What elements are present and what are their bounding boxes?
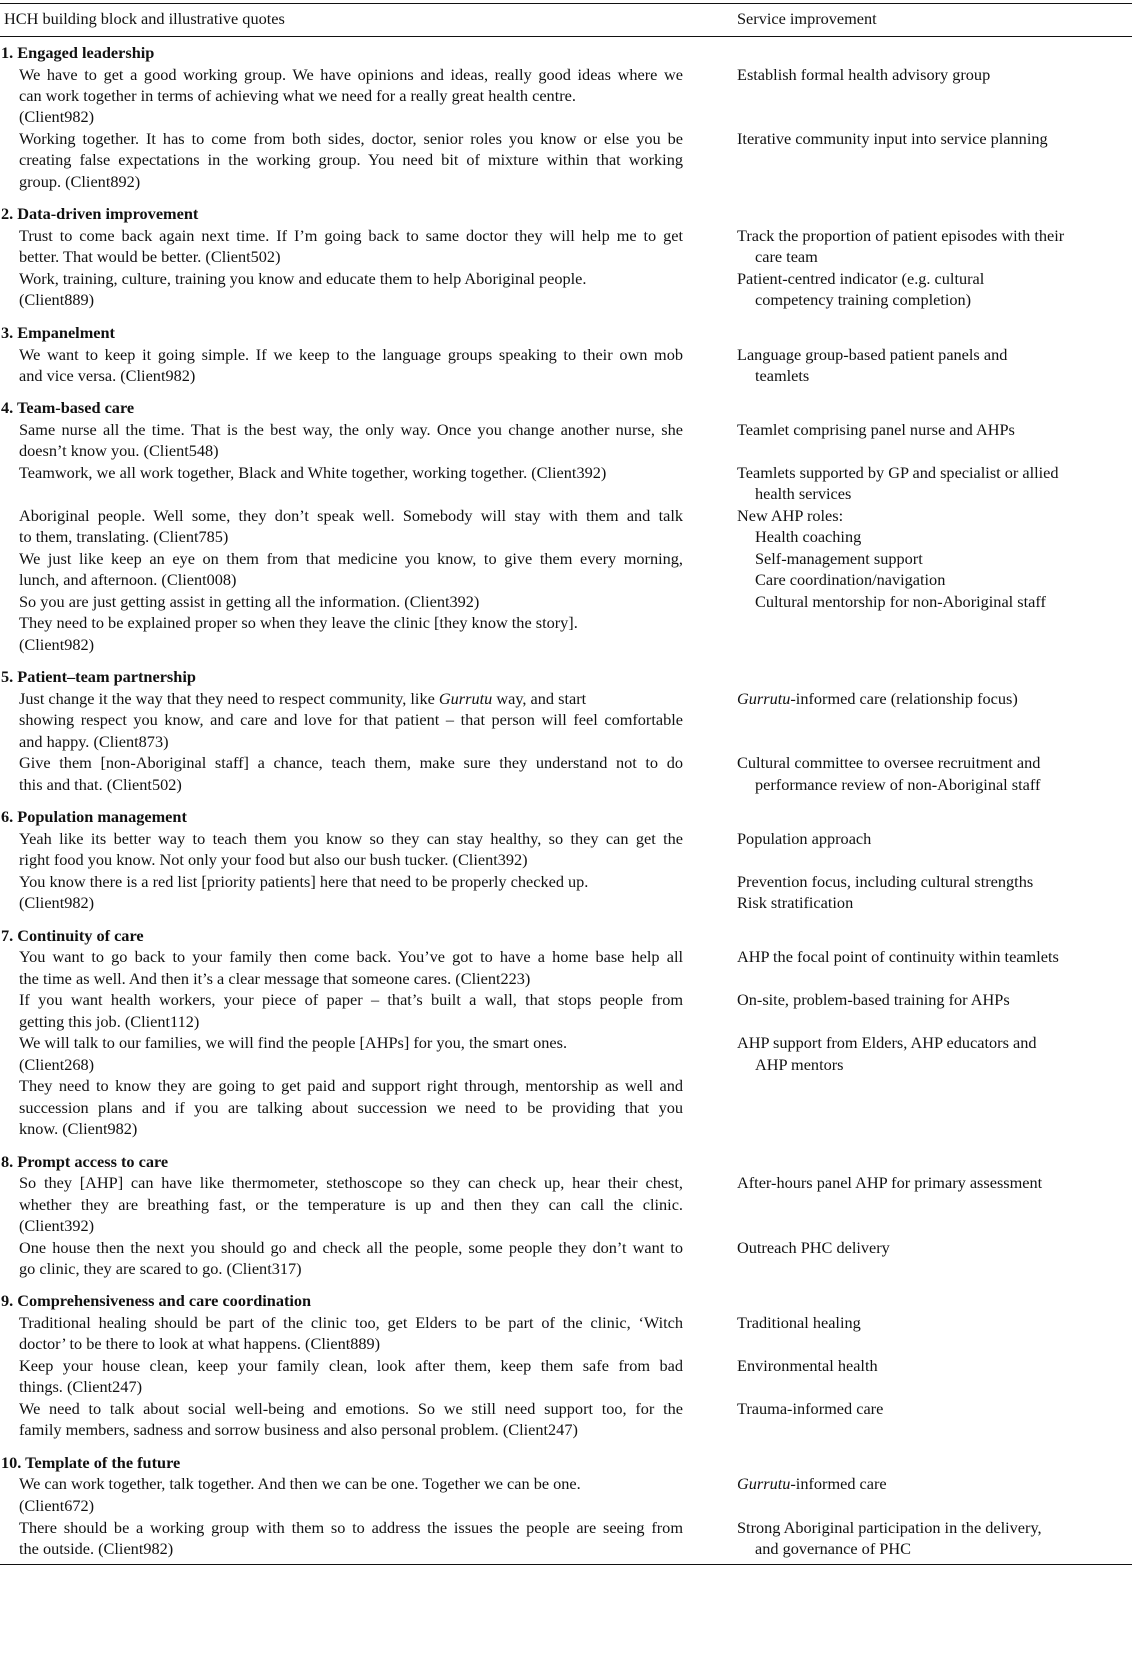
section-title: 6. Population management — [1, 807, 187, 826]
quote-line: Work, training, culture, training you know and educate them to help Aboriginal people. — [19, 269, 587, 288]
quote-line: Keep your house clean, keep your family clean, look after them, keep them safe from bad — [19, 1356, 683, 1375]
quote-line: We want to keep it going simple. If we keep to the language groups speaking to their own mob — [19, 345, 683, 364]
improvement-line: Cultural mentorship for non-Aboriginal staff — [755, 592, 1046, 611]
quote-line: Same nurse all the time. That is the best way, the only way. Once you change another nurse, she — [19, 420, 683, 439]
improvement-line: Track the proportion of patient episodes with their — [737, 226, 1065, 245]
top-rule — [0, 3, 1132, 4]
quote-line: We have to get a good working group. We have opinions and ideas, really good ideas where we — [19, 65, 683, 84]
quote-line: doesn’t know you. (Client548) — [19, 441, 219, 460]
improvement-line: Traditional healing — [737, 1313, 861, 1332]
improvement-line: Environmental health — [737, 1356, 878, 1375]
improvement-line: Cultural committee to oversee recruitment and — [737, 753, 1041, 772]
quote-line: this and that. (Client502) — [19, 775, 182, 794]
improvement-line: AHP the focal point of continuity within teamlets — [737, 947, 1059, 966]
improvement-line: Trauma-informed care — [737, 1399, 884, 1418]
improvement-line: On-site, problem-based training for AHPs — [737, 990, 1010, 1009]
improvement-line: performance review of non-Aboriginal staff — [755, 775, 1041, 794]
gurrutu-term: Gurrutu — [438, 689, 493, 708]
quote-line: whether they are breathing fast, or the temperature is up and then they can call the clinic. — [19, 1195, 683, 1214]
quote-line: to them, translating. (Client785) — [19, 527, 229, 546]
header-rule — [0, 36, 1132, 37]
quote-line: Aboriginal people. Well some, they don’t speak well. Somebody will stay with them and talk — [19, 506, 683, 525]
quote-line: getting this job. (Client112) — [19, 1012, 200, 1031]
quote-fragment: Just change it the way that they need to respect community, like — [19, 689, 439, 708]
quote-line: (Client982) — [19, 107, 95, 126]
section-title: 10. Template of the future — [1, 1453, 181, 1472]
section-title: 4. Team-based care — [1, 398, 135, 417]
quote-line: (Client982) — [19, 635, 95, 654]
improvement-line: Population approach — [737, 829, 872, 848]
improvement-line: Language group-based patient panels and — [737, 345, 1008, 364]
quote-line: One house then the next you should go and check all the people, some people they don’t want to — [19, 1238, 683, 1257]
quote-line: We can work together, talk together. And then we can be one. Together we can be one. — [19, 1474, 581, 1493]
quote-line: We just like keep an eye on them from that medicine you know, to give them every morning, — [19, 549, 683, 568]
quote-line: lunch, and afternoon. (Client008) — [19, 570, 237, 589]
improvement-line: After-hours panel AHP for primary assessment — [737, 1173, 1043, 1192]
gurrutu-term: Gurrutu — [737, 689, 791, 708]
improvement-line: Outreach PHC delivery — [737, 1238, 890, 1257]
quote-line: We need to talk about social well-being and emotions. So we still need support too, for the — [19, 1399, 683, 1418]
improvement-line: Patient-centred indicator (e.g. cultural — [737, 269, 985, 288]
improvement-line: care team — [755, 247, 818, 266]
section-title: 2. Data-driven improvement — [1, 204, 199, 223]
quote-line: Traditional healing should be part of the clinic too, get Elders to be part of the clinic, ‘Witch — [19, 1313, 683, 1332]
section-title: 1. Engaged leadership — [1, 43, 155, 62]
quote-line: family members, sadness and sorrow business and also personal problem. (Client247) — [19, 1420, 578, 1439]
improvement-line: Care coordination/navigation — [755, 570, 946, 589]
quote-line: creating false expectations in the working group. You need bit of mixture within that working — [19, 150, 683, 169]
quote-line: right food you know. Not only your food but also our bush tucker. (Client392) — [19, 850, 528, 869]
improvement-line: Prevention focus, including cultural strengths — [737, 872, 1034, 891]
quote-line: (Client672) — [19, 1496, 95, 1515]
quote-line: You want to go back to your family then come back. You’ve got to have a home base help all — [19, 947, 683, 966]
gurrutu-term: Gurrutu — [737, 1474, 791, 1493]
quote-line — [19, 688, 586, 710]
quote-line: (Client889) — [19, 290, 95, 309]
section-title: 8. Prompt access to care — [1, 1152, 169, 1171]
improvement-line: Health coaching — [755, 527, 862, 546]
quote-line: Working together. It has to come from both sides, doctor, senior roles you know or else you be — [19, 129, 683, 148]
quote-line: They need to know they are going to get paid and support right through, mentorship as well and — [19, 1076, 683, 1095]
bottom-rule — [0, 1564, 1132, 1565]
quote-line: If you want health workers, your piece of paper – that’s built a wall, that stops people from — [19, 990, 683, 1009]
improvement-line: Establish formal health advisory group — [737, 65, 991, 84]
improvement-line: AHP support from Elders, AHP educators and — [737, 1033, 1037, 1052]
quote-line: So they [AHP] can have like thermometer, stethoscope so they can check up, hear their chest, — [19, 1173, 683, 1192]
quote-line: and vice versa. (Client982) — [19, 366, 196, 385]
section-title: 9. Comprehensiveness and care coordination — [1, 1291, 312, 1310]
quote-line: the outside. (Client982) — [19, 1539, 174, 1558]
quote-line: Trust to come back again next time. If I’m going back to same doctor they will help me to get — [19, 226, 683, 245]
quote-line: So you are just getting assist in getting all the information. (Client392) — [19, 592, 480, 611]
quote-line: (Client268) — [19, 1055, 95, 1074]
improvement-line: Strong Aboriginal participation in the delivery, — [737, 1518, 1042, 1537]
quote-line: They need to be explained proper so when they leave the clinic [they know the story]. — [19, 613, 578, 632]
quote-line: the time as well. And then it’s a clear message that someone cares. (Client223) — [19, 969, 531, 988]
quote-line: (Client392) — [19, 1216, 95, 1235]
quote-line: and happy. (Client873) — [19, 732, 169, 751]
quote-line: go clinic, they are scared to go. (Client317) — [19, 1259, 302, 1278]
quote-line: group. (Client892) — [19, 172, 141, 191]
improvement-line: and governance of PHC — [755, 1539, 911, 1558]
quote-line: can work together in terms of achieving what we need for a really great health centre. — [19, 86, 576, 105]
quote-line: succession plans and if you are talking about succession we need to be providing that you — [19, 1098, 683, 1117]
column-header-left: HCH building block and illustrative quotes — [4, 9, 285, 28]
quote-line: Yeah like its better way to teach them you know so they can stay healthy, so they can get the — [19, 829, 683, 848]
quote-line: (Client982) — [19, 893, 95, 912]
section-title: 7. Continuity of care — [1, 926, 144, 945]
improvement-line: Teamlet comprising panel nurse and AHPs — [737, 420, 1015, 439]
quote-line: better. That would be better. (Client502) — [19, 247, 281, 266]
quote-line: things. (Client247) — [19, 1377, 143, 1396]
column-header-right: Service improvement — [737, 9, 877, 28]
improvement-line: Iterative community input into service planning — [737, 129, 1048, 148]
quote-line: showing respect you know, and care and love for that patient – that person will feel comfortable — [19, 710, 683, 729]
improvement-line: Risk stratification — [737, 893, 854, 912]
improvement-line: Teamlets supported by GP and specialist or allied — [737, 463, 1059, 482]
improvement-line: Self-management support — [755, 549, 923, 568]
quote-line: Teamwork, we all work together, Black and White together, working together. (Client392) — [19, 463, 607, 482]
quote-line: You know there is a red list [priority patients] here that need to be properly checked up. — [19, 872, 589, 891]
section-title: 3. Empanelment — [1, 323, 115, 342]
quote-line: There should be a working group with them so to address the issues the people are seeing from — [19, 1518, 683, 1537]
improvement-line: teamlets — [755, 366, 810, 385]
improvement-line: competency training completion) — [755, 290, 972, 309]
improvement-line: AHP mentors — [755, 1055, 844, 1074]
quote-line: Give them [non-Aboriginal staff] a chance, teach them, make sure they understand not to do — [19, 753, 683, 772]
section-title: 5. Patient–team partnership — [1, 667, 196, 686]
improvement-line — [737, 1473, 887, 1495]
quote-line: We will talk to our families, we will find the people [AHPs] for you, the smart ones. — [19, 1033, 568, 1052]
improvement-fragment: -informed care — [790, 1474, 887, 1493]
improvement-fragment: -informed care (relationship focus) — [790, 689, 1018, 708]
improvement-line: New AHP roles: — [737, 506, 844, 525]
quote-line: doctor’ to be there to look at what happens. (Client889) — [19, 1334, 381, 1353]
quote-fragment: way, and start — [492, 689, 587, 708]
improvement-line — [737, 688, 1018, 710]
quote-line: know. (Client982) — [19, 1119, 138, 1138]
improvement-line: health services — [755, 484, 852, 503]
